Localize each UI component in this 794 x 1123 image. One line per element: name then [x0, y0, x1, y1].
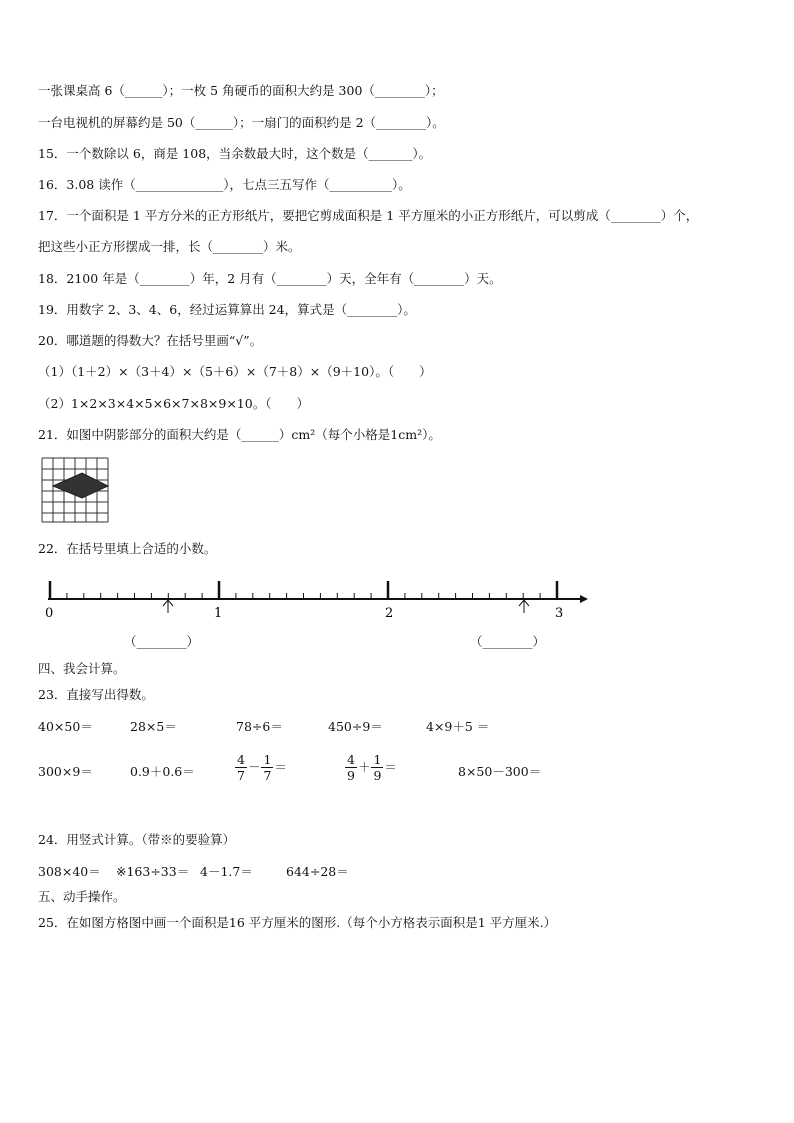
fraction-expr-2: $\frac{4}{9}$ ＋ $\frac{1}{9}$ ＝ [347, 752, 397, 783]
nl-answer-blank-2: （________） [470, 634, 546, 649]
fraction: $\frac{1}{9}$ [373, 752, 382, 783]
q24: 24．用竖式计算。（带※的要验算） [38, 832, 236, 847]
calc-6: 300×9＝ [38, 764, 93, 779]
section-4-title: 四、我会计算。 [38, 661, 126, 676]
nl-label-2: 2 [385, 606, 394, 620]
q23: 23．直接写出得数。 [38, 687, 154, 702]
q14-line-2: 一台电视机的屏幕约是 50（______）；一扇门的面积约是 2（________）。 [38, 115, 445, 130]
nl-label-3: 3 [555, 606, 564, 620]
calc-10: 8×50－300＝ [458, 764, 542, 779]
q19: 19．用数字 2、3、4、6，经过运算算出 24，算式是（________）。 [38, 302, 416, 317]
calc-3: 78÷6＝ [236, 719, 283, 734]
q15: 15．一个数除以 6，商是 108，当余数最大时，这个数是（_______）。 [38, 146, 432, 161]
q20: 20．哪道题的得数大？在括号里画“√”。 [38, 333, 263, 348]
fraction: $\frac{4}{7}$ [237, 752, 245, 783]
section-5-title: 五、动手操作。 [38, 889, 126, 904]
nl-label-0: 0 [45, 606, 54, 620]
vertical-calc-4: 644÷28＝ [286, 864, 349, 879]
calc-4: 450÷9＝ [328, 719, 383, 734]
q18: 18．2100 年是（________）年，2 月有（________）天，全年有（________）天。 [38, 271, 502, 286]
nl-label-1: 1 [214, 606, 223, 620]
calc-2: 28×5＝ [130, 719, 177, 734]
vertical-calc-1: 308×40＝ [38, 864, 101, 879]
fraction: $\frac{4}{9}$ [347, 752, 355, 783]
vertical-calc-2: ※163÷33＝ [116, 864, 190, 879]
calc-5: 4×9＋5 ＝ [426, 719, 490, 734]
nl-answer-blank-1: （________） [124, 634, 200, 649]
q17-line-1: 17．一个面积是 1 平方分米的正方形纸片，要把它剪成面积是 1 平方厘米的小正方形纸片，可以剪成（________）个， [38, 208, 699, 223]
number-line [40, 575, 590, 620]
grid-figure [40, 456, 110, 524]
q20-item-1: （1）（1＋2）×（3＋4）×（5＋6）×（7＋8）×（9＋10）。（ ） [38, 364, 432, 379]
q20-item-2: （2）1×2×3×4×5×6×7×8×9×10。（ ） [38, 396, 309, 411]
fraction-expr-1: $\frac{4}{7}$ － $\frac{1}{7}$ ＝ [237, 752, 287, 783]
q16: 16．3.08 读作（______________），七点三五写作（__________）。 [38, 177, 411, 192]
q14-line-1: 一张课桌高 6（______）；一枚 5 角硬币的面积大约是 300（________）； [38, 83, 444, 98]
calc-7: 0.9＋0.6＝ [130, 764, 195, 779]
q17-line-2: 把这些小正方形摆成一排，长（________）米。 [38, 239, 301, 254]
q21: 21．如图中阴影部分的面积大约是（______）cm²（每个小格是1cm²）。 [38, 427, 441, 442]
shaded-rhombus [53, 473, 108, 498]
fraction: $\frac{1}{7}$ [263, 752, 272, 783]
calc-1: 40×50＝ [38, 719, 93, 734]
q22: 22．在括号里填上合适的小数。 [38, 541, 217, 556]
vertical-calc-3: 4－1.7＝ [200, 864, 253, 879]
q25: 25．在如图方格图中画一个面积是16 平方厘米的图形.（每个小方格表示面积是1 平方厘米.） [38, 915, 557, 930]
